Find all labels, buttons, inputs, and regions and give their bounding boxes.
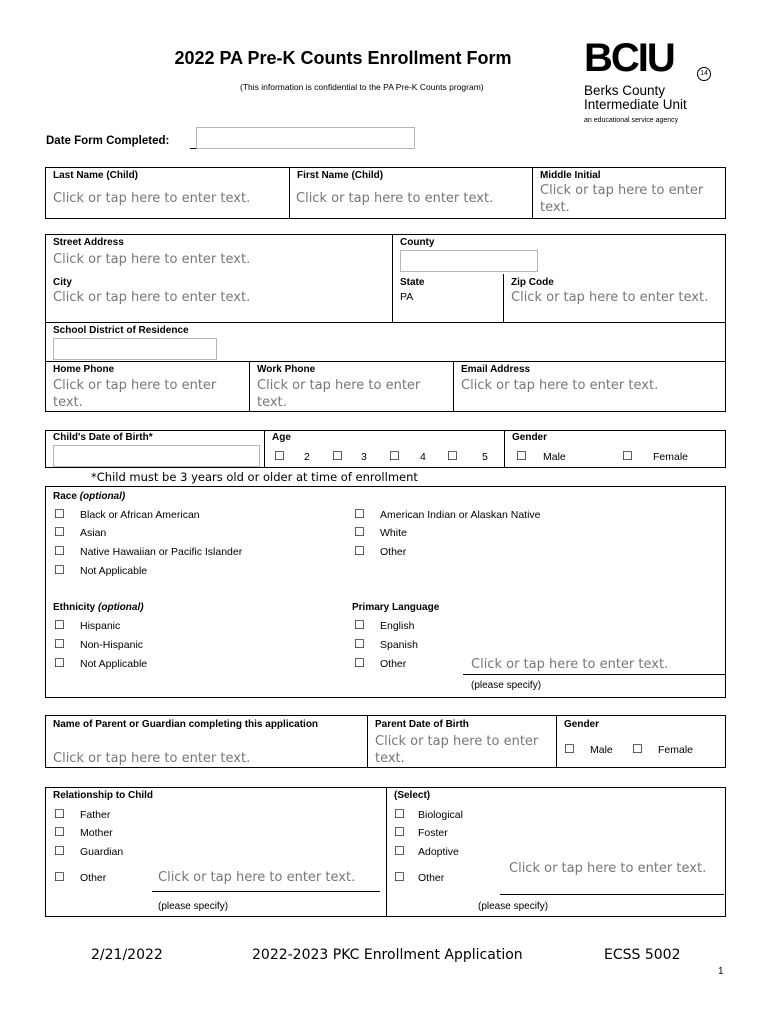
- child-male-label: Male: [543, 451, 566, 463]
- child-gender-label: Gender: [512, 432, 548, 443]
- parent-dob-label: Parent Date of Birth: [375, 719, 469, 730]
- race-hawaiian-label: Native Hawaiian or Pacific Islander: [80, 546, 243, 558]
- parent-female-checkbox[interactable]: ☐: [632, 742, 643, 756]
- ethnicity-non-hispanic-checkbox[interactable]: ☐: [54, 637, 65, 651]
- footer-date: 2/21/2022: [91, 947, 163, 963]
- parent-female-label: Female: [658, 744, 694, 756]
- ethnicity-hispanic-checkbox[interactable]: ☐: [54, 618, 65, 632]
- age-requirement-note: *Child must be 3 years old or older at time of enrollment: [91, 470, 418, 484]
- language-other-field[interactable]: Click or tap here to enter text.: [471, 657, 669, 672]
- last-name-field[interactable]: Click or tap here to enter text.: [53, 191, 251, 206]
- form-title: 2022 PA Pre-K Counts Enrollment Form: [174, 48, 512, 68]
- relationship-guardian-label: Guardian: [80, 846, 124, 858]
- street-address-label: Street Address: [53, 237, 124, 248]
- child-dob-label: Child's Date of Birth*: [53, 432, 153, 443]
- race-white-label: White: [380, 527, 407, 539]
- relationship-father-label: Father: [80, 809, 111, 821]
- language-spanish-checkbox[interactable]: ☐: [354, 637, 365, 651]
- race-asian-label: Asian: [80, 527, 107, 539]
- ethnicity-non-hispanic-label: Non-Hispanic: [80, 639, 144, 651]
- date-completed-label: Date Form Completed:: [46, 135, 170, 147]
- state-value[interactable]: PA: [400, 291, 414, 303]
- relationship-other-label: Other: [80, 872, 107, 884]
- child-dob-input[interactable]: [53, 445, 260, 467]
- child-female-label: Female: [653, 451, 689, 463]
- select-adoptive-checkbox[interactable]: ☐: [394, 844, 405, 858]
- age-4-checkbox[interactable]: ☐: [389, 449, 400, 463]
- relationship-label: Relationship to Child: [53, 790, 153, 801]
- select-biological-checkbox[interactable]: ☐: [394, 807, 405, 821]
- race-other-label: Other: [380, 546, 407, 558]
- language-other-checkbox[interactable]: ☐: [354, 656, 365, 670]
- logo-tagline: an educational service agency: [584, 117, 679, 124]
- zip-code-field[interactable]: Click or tap here to enter text.: [511, 290, 709, 305]
- middle-initial-label: Middle Initial: [540, 170, 601, 181]
- select-foster-label: Foster: [418, 827, 448, 839]
- select-other-label: Other: [418, 872, 445, 884]
- race-hawaiian-checkbox[interactable]: ☐: [54, 544, 65, 558]
- primary-language-label: Primary Language: [352, 602, 440, 613]
- ethnicity-label: Ethnicity (optional): [53, 602, 144, 613]
- language-english-label: English: [380, 620, 415, 632]
- home-phone-label: Home Phone: [53, 364, 115, 375]
- middle-initial-field[interactable]: Click or tap here to enter text.: [540, 183, 704, 215]
- ethnicity-hispanic-label: Hispanic: [80, 620, 121, 632]
- street-address-field[interactable]: Click or tap here to enter text.: [53, 252, 251, 267]
- page-number: 1: [718, 966, 724, 977]
- relationship-other-checkbox[interactable]: ☐: [54, 870, 65, 884]
- parent-male-label: Male: [590, 744, 613, 756]
- relationship-please-specify: (please specify): [158, 901, 229, 912]
- zip-code-label: Zip Code: [511, 277, 554, 288]
- race-other-checkbox[interactable]: ☐: [354, 544, 365, 558]
- relationship-mother-checkbox[interactable]: ☐: [54, 825, 65, 839]
- email-label: Email Address: [461, 364, 531, 375]
- work-phone-field[interactable]: Click or tap here to enter text.: [257, 378, 421, 410]
- language-english-checkbox[interactable]: ☐: [354, 618, 365, 632]
- relationship-guardian-checkbox[interactable]: ☐: [54, 844, 65, 858]
- city-field[interactable]: Click or tap here to enter text.: [53, 290, 251, 305]
- child-male-checkbox[interactable]: ☐: [516, 449, 527, 463]
- select-other-checkbox[interactable]: ☐: [394, 870, 405, 884]
- school-district-label: School District of Residence: [53, 325, 189, 336]
- age-2-checkbox[interactable]: ☐: [274, 449, 285, 463]
- city-label: City: [53, 277, 72, 288]
- relationship-mother-label: Mother: [80, 827, 113, 839]
- work-phone-label: Work Phone: [257, 364, 316, 375]
- age-label: Age: [272, 432, 291, 443]
- parent-male-checkbox[interactable]: ☐: [564, 742, 575, 756]
- select-label: (Select): [394, 790, 431, 801]
- age-3-label: 3: [361, 451, 367, 463]
- parent-gender-label: Gender: [564, 719, 600, 730]
- select-foster-checkbox[interactable]: ☐: [394, 825, 405, 839]
- age-5-label: 5: [482, 451, 488, 463]
- footer-title: 2022-2023 PKC Enrollment Application: [252, 947, 523, 963]
- county-input[interactable]: [400, 250, 538, 272]
- age-2-label: 2: [304, 451, 310, 463]
- form-subtitle: (This information is confidential to the PA Pre-K Counts program): [240, 82, 484, 92]
- parent-name-field[interactable]: Click or tap here to enter text.: [53, 751, 251, 766]
- footer-code: ECSS 5002: [604, 947, 681, 963]
- relationship-other-field[interactable]: Click or tap here to enter text.: [158, 870, 356, 885]
- email-field[interactable]: Click or tap here to enter text.: [461, 378, 659, 393]
- bciu-logo: [584, 36, 714, 130]
- race-label: Race (optional): [53, 491, 126, 502]
- parent-dob-field[interactable]: Click or tap here to enter text.: [375, 734, 539, 766]
- age-3-checkbox[interactable]: ☐: [332, 449, 343, 463]
- language-please-specify: (please specify): [471, 680, 542, 691]
- ethnicity-na-checkbox[interactable]: ☐: [54, 656, 65, 670]
- relationship-father-checkbox[interactable]: ☐: [54, 807, 65, 821]
- select-biological-label: Biological: [418, 809, 463, 821]
- race-black-label: Black or African American: [80, 509, 200, 521]
- select-please-specify: (please specify): [478, 901, 549, 912]
- select-other-field[interactable]: Click or tap here to enter text.: [509, 861, 707, 876]
- date-completed-input[interactable]: [196, 127, 415, 149]
- state-label: State: [400, 277, 425, 288]
- home-phone-field[interactable]: Click or tap here to enter text.: [53, 378, 217, 410]
- logo-text: Berks County Intermediate Unit: [584, 83, 687, 112]
- language-spanish-label: Spanish: [380, 639, 418, 651]
- child-female-checkbox[interactable]: ☐: [622, 449, 633, 463]
- first-name-label: First Name (Child): [297, 170, 384, 181]
- logo-number: 14: [697, 67, 711, 81]
- race-na-checkbox[interactable]: ☐: [54, 563, 65, 577]
- age-4-label: 4: [420, 451, 426, 463]
- select-adoptive-label: Adoptive: [418, 846, 459, 858]
- age-5-checkbox[interactable]: ☐: [447, 449, 458, 463]
- school-district-input[interactable]: [53, 338, 217, 360]
- ethnicity-na-label: Not Applicable: [80, 658, 148, 670]
- last-name-label: Last Name (Child): [53, 170, 139, 181]
- language-other-label: Other: [380, 658, 407, 670]
- parent-name-label: Name of Parent or Guardian completing this application: [53, 719, 319, 730]
- race-american-indian-label: American Indian or Alaskan Native: [380, 509, 541, 521]
- first-name-field[interactable]: Click or tap here to enter text.: [296, 191, 494, 206]
- county-label: County: [400, 237, 435, 248]
- race-american-indian-checkbox[interactable]: ☐: [354, 507, 365, 521]
- race-black-checkbox[interactable]: ☐: [54, 507, 65, 521]
- logo-mark: BCIU: [584, 36, 674, 80]
- race-na-label: Not Applicable: [80, 565, 148, 577]
- race-asian-checkbox[interactable]: ☐: [54, 525, 65, 539]
- race-white-checkbox[interactable]: ☐: [354, 525, 365, 539]
